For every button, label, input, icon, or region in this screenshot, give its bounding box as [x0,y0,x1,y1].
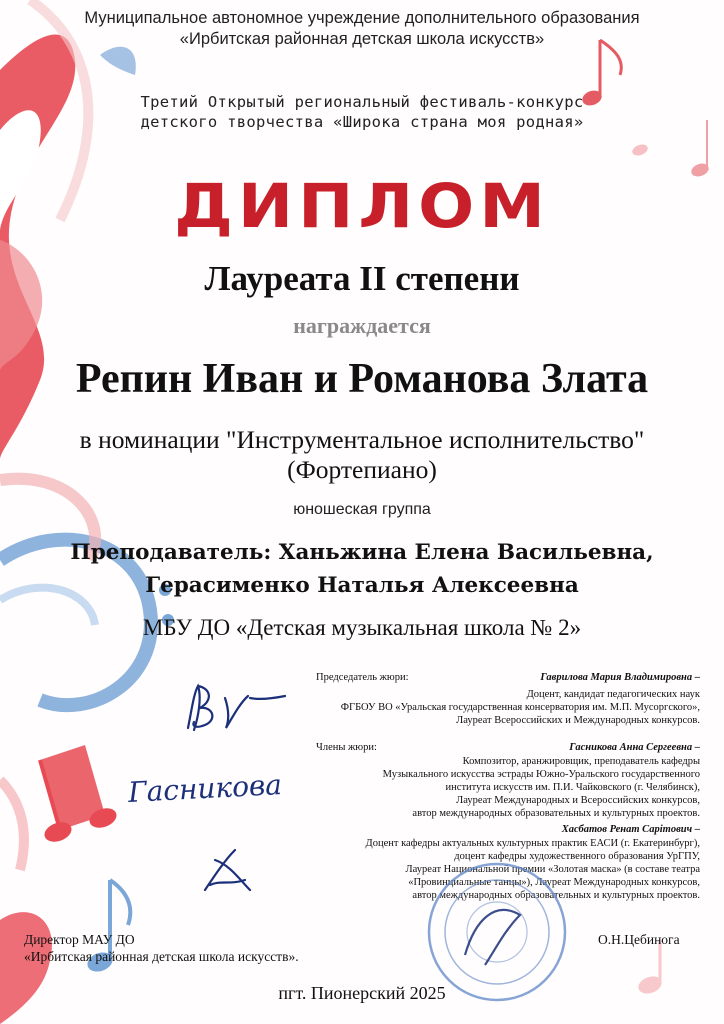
organization-name-line2: «Ирбитская районная детская школа искусств» [179,30,545,48]
jury-member2-description: Доцент кафедры актуальных культурных практик ЕАСИ (г. Екатеринбург), доцент кафедры художественного образования УрГПУ, Лауреат Национальной премии «Золотая маска» (в составе театра «Провинциальные танцы»), Лауреат Международных конкурсов, автор международных образовательных и культурных проектов. [365,838,700,901]
festival-name-line1: Третий Открытый региональный фестиваль-конкурс [140,93,584,111]
festival-name-line2: детского творчества «Широка страна моя родная» [140,113,584,131]
director-line2: «Ирбитская районная детская школа искусств». [24,949,299,964]
place-and-year: пгт. Пионерский 2025 [278,983,446,1003]
chair-signature [180,678,290,738]
organization-name-line1: Муниципальное автономное учреждение дополнительного образования [84,9,640,27]
director-name: О.Н.Цебиногa [598,932,680,947]
jury-member1-name: Гасникова Анна Сергеевна – [569,742,700,753]
nomination-line1: в номинации "Инструментальное исполнительство" [79,425,645,454]
jury-chair-name: Гаврилова Мария Владимировна – [540,672,700,683]
age-group: юношеская группа [293,501,431,518]
member1-signature: Гасникова [127,767,283,810]
director-line1: Директор МАУ ДО [24,932,135,947]
teacher-line1: Преподаватель: Ханьжина Елена Васильевна, [70,540,654,565]
nomination-line2: (Фортепиано) [287,455,437,484]
jury-chair-label: Председатель жюри: [316,672,409,683]
member2-signature [195,840,265,900]
jury-member2-name: Хасбатов Ренат Сарimович – [561,824,700,835]
diploma-degree: Лауреата II степени [204,259,520,298]
teacher-line2: Герасименко Наталья Алексеевна [145,573,579,598]
jury-members-label: Члены жюри: [316,742,377,753]
jury-member1-description: Композитор, аранжировщик, преподаватель кафедры Музыкального искусства эстрады Южно-Уральского государственного института искусств им. П.И. Чайковского (г. Челябинск), Лауреат Международных и Всероссийских конкурсов, автор международных образовательных и культурных проектов. [382,756,700,819]
diploma-title: ДИПЛОМ [174,171,550,242]
school-name: МБУ ДО «Детская музыкальная школа № 2» [142,615,582,640]
jury-chair-description: Доцент, кандидат педагогических наук ФГБОУ ВО «Уральская государственная консерватория им. М.П. Мусоргского», Лауреат Всероссийских и Международных конкурсов. [340,689,700,726]
awarded-label: награждается [293,313,431,338]
recipients-name: Репин Иван и Романова Злата [75,356,649,402]
